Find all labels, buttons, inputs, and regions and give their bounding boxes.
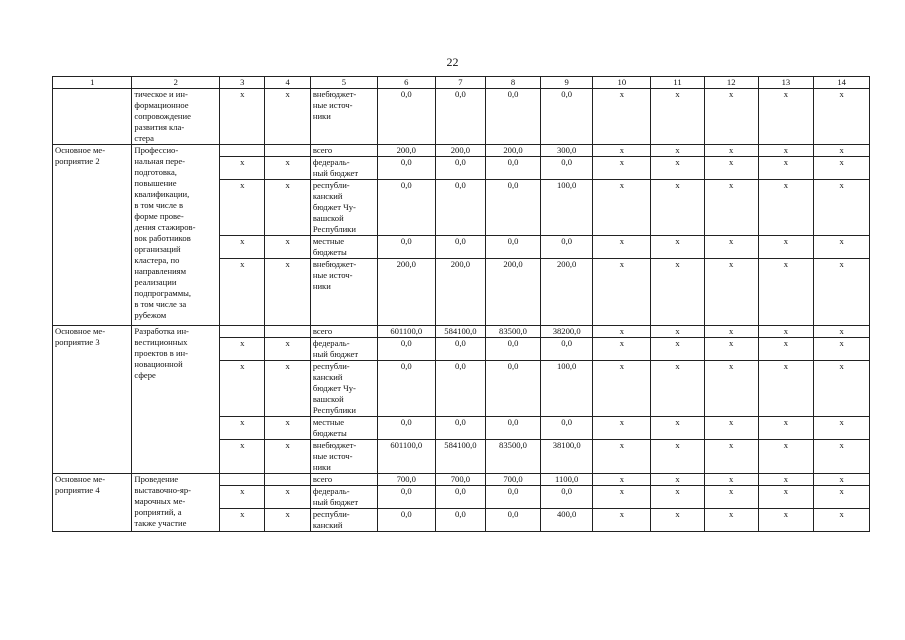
value-cell: 0,0 [486, 509, 541, 532]
x-cell: х [704, 509, 758, 532]
col-header: 2 [132, 77, 220, 89]
x-cell: х [814, 326, 870, 338]
x-cell: х [593, 474, 651, 486]
activity-title: тическое и ин- формационное сопровождение развития кла- стера [132, 89, 220, 145]
col-header: 1 [53, 77, 132, 89]
value-cell: 0,0 [486, 486, 541, 509]
code-cell: х [220, 440, 265, 474]
value-cell: 0,0 [540, 157, 593, 180]
activity-name: Основное ме- роприятие 4 [53, 474, 132, 532]
x-cell: х [814, 145, 870, 157]
value-cell: 0,0 [435, 509, 486, 532]
x-cell: х [651, 417, 705, 440]
code-cell: х [265, 440, 310, 474]
x-cell: х [814, 486, 870, 509]
funding-source: федераль- ный бюджет [310, 486, 377, 509]
x-cell: х [593, 440, 651, 474]
value-cell: 0,0 [540, 417, 593, 440]
value-cell: 100,0 [540, 180, 593, 236]
value-cell: 700,0 [486, 474, 541, 486]
code-cell [265, 145, 310, 157]
value-cell: 83500,0 [486, 440, 541, 474]
value-cell: 0,0 [486, 89, 541, 145]
activity-name: Основное ме- роприятие 2 [53, 145, 132, 326]
code-cell: х [265, 259, 310, 326]
value-cell: 0,0 [377, 509, 435, 532]
code-cell: х [220, 417, 265, 440]
value-cell: 0,0 [435, 180, 486, 236]
x-cell: х [593, 509, 651, 532]
x-cell: х [651, 338, 705, 361]
value-cell: 38200,0 [540, 326, 593, 338]
x-cell: х [814, 361, 870, 417]
x-cell: х [814, 89, 870, 145]
x-cell: х [758, 440, 814, 474]
activity-name [53, 89, 132, 145]
code-cell [265, 326, 310, 338]
value-cell: 100,0 [540, 361, 593, 417]
x-cell: х [593, 417, 651, 440]
value-cell: 0,0 [435, 417, 486, 440]
code-cell: х [265, 180, 310, 236]
col-header: 3 [220, 77, 265, 89]
x-cell: х [758, 157, 814, 180]
code-cell: х [265, 338, 310, 361]
code-cell: х [220, 157, 265, 180]
value-cell: 200,0 [377, 259, 435, 326]
value-cell: 38100,0 [540, 440, 593, 474]
value-cell: 0,0 [540, 236, 593, 259]
value-cell: 0,0 [486, 338, 541, 361]
x-cell: х [814, 474, 870, 486]
col-header: 14 [814, 77, 870, 89]
value-cell: 0,0 [435, 157, 486, 180]
value-cell: 0,0 [435, 361, 486, 417]
value-cell: 200,0 [435, 259, 486, 326]
code-cell: х [220, 486, 265, 509]
x-cell: х [814, 180, 870, 236]
funding-source: республи- канский [310, 509, 377, 532]
x-cell: х [704, 338, 758, 361]
code-cell [265, 474, 310, 486]
funding-source: республи- канский бюджет Чу- вашской Республики [310, 180, 377, 236]
code-cell: х [265, 361, 310, 417]
x-cell: х [704, 259, 758, 326]
x-cell: х [814, 259, 870, 326]
col-header: 9 [540, 77, 593, 89]
value-cell: 0,0 [435, 89, 486, 145]
value-cell: 0,0 [540, 486, 593, 509]
x-cell: х [704, 180, 758, 236]
value-cell: 0,0 [486, 157, 541, 180]
code-cell [220, 474, 265, 486]
col-header: 12 [704, 77, 758, 89]
activity-name: Основное ме- роприятие 3 [53, 326, 132, 474]
code-cell: х [220, 509, 265, 532]
x-cell: х [814, 509, 870, 532]
x-cell: х [758, 509, 814, 532]
x-cell: х [758, 89, 814, 145]
funding-source: федераль- ный бюджет [310, 338, 377, 361]
value-cell: 0,0 [377, 486, 435, 509]
x-cell: х [651, 440, 705, 474]
value-cell: 0,0 [540, 89, 593, 145]
code-cell: х [220, 236, 265, 259]
code-cell [220, 145, 265, 157]
value-cell: 0,0 [377, 180, 435, 236]
code-cell: х [265, 417, 310, 440]
x-cell: х [704, 440, 758, 474]
value-cell: 601100,0 [377, 440, 435, 474]
value-cell: 200,0 [377, 145, 435, 157]
x-cell: х [593, 338, 651, 361]
funding-source: местные бюджеты [310, 236, 377, 259]
x-cell: х [704, 89, 758, 145]
x-cell: х [651, 486, 705, 509]
x-cell: х [651, 509, 705, 532]
value-cell: 0,0 [377, 338, 435, 361]
x-cell: х [814, 236, 870, 259]
value-cell: 601100,0 [377, 326, 435, 338]
value-cell: 200,0 [486, 145, 541, 157]
code-cell: х [220, 338, 265, 361]
x-cell: х [758, 236, 814, 259]
table-row [53, 326, 870, 338]
activity-title: Разработка ин- вестиционных проектов в ин- новационной сфере [132, 326, 220, 474]
code-cell [220, 326, 265, 338]
activity-title: Профессио- нальная пере- подготовка, повышение квалификации, в том числе в форме прове- дения стажиров- вок работников организаций кластера, по направлениям реализации подпрограммы, в том числе за рубежом [132, 145, 220, 326]
value-cell: 0,0 [486, 236, 541, 259]
col-header: 8 [486, 77, 541, 89]
value-cell: 0,0 [435, 236, 486, 259]
funding-source: республи- канский бюджет Чу- вашской Республики [310, 361, 377, 417]
x-cell: х [704, 326, 758, 338]
x-cell: х [593, 361, 651, 417]
x-cell: х [704, 157, 758, 180]
col-header: 5 [310, 77, 377, 89]
funding-source: федераль- ный бюджет [310, 157, 377, 180]
code-cell: х [265, 236, 310, 259]
x-cell: х [704, 474, 758, 486]
x-cell: х [758, 145, 814, 157]
x-cell: х [704, 486, 758, 509]
x-cell: х [593, 259, 651, 326]
table-row [53, 145, 870, 157]
funding-source: всего [310, 145, 377, 157]
page-number: 22 [446, 55, 459, 69]
value-cell: 83500,0 [486, 326, 541, 338]
x-cell: х [814, 157, 870, 180]
x-cell: х [814, 440, 870, 474]
x-cell: х [651, 259, 705, 326]
code-cell: х [220, 89, 265, 145]
funding-source: всего [310, 326, 377, 338]
x-cell: х [758, 259, 814, 326]
x-cell: х [593, 486, 651, 509]
x-cell: х [651, 236, 705, 259]
value-cell: 0,0 [377, 417, 435, 440]
value-cell: 0,0 [435, 338, 486, 361]
value-cell: 700,0 [377, 474, 435, 486]
x-cell: х [593, 157, 651, 180]
value-cell: 300,0 [540, 145, 593, 157]
value-cell: 0,0 [435, 486, 486, 509]
budget-table [52, 76, 870, 532]
x-cell: х [651, 180, 705, 236]
x-cell: х [758, 338, 814, 361]
x-cell: х [704, 145, 758, 157]
x-cell: х [651, 361, 705, 417]
value-cell: 584100,0 [435, 326, 486, 338]
value-cell: 0,0 [486, 180, 541, 236]
x-cell: х [593, 89, 651, 145]
value-cell: 200,0 [540, 259, 593, 326]
code-cell: х [220, 180, 265, 236]
table-row [53, 89, 870, 145]
x-cell: х [758, 486, 814, 509]
funding-source: внебюджет- ные источ- ники [310, 440, 377, 474]
value-cell: 0,0 [540, 338, 593, 361]
col-header: 4 [265, 77, 310, 89]
x-cell: х [814, 417, 870, 440]
x-cell: х [758, 326, 814, 338]
x-cell: х [758, 417, 814, 440]
x-cell: х [758, 180, 814, 236]
value-cell: 0,0 [377, 361, 435, 417]
col-header: 13 [758, 77, 814, 89]
value-cell: 700,0 [435, 474, 486, 486]
x-cell: х [704, 417, 758, 440]
value-cell: 0,0 [377, 236, 435, 259]
value-cell: 0,0 [377, 157, 435, 180]
value-cell: 1100,0 [540, 474, 593, 486]
code-cell: х [220, 361, 265, 417]
x-cell: х [593, 180, 651, 236]
x-cell: х [593, 145, 651, 157]
value-cell: 584100,0 [435, 440, 486, 474]
funding-source: всего [310, 474, 377, 486]
value-cell: 200,0 [486, 259, 541, 326]
x-cell: х [651, 145, 705, 157]
col-header: 10 [593, 77, 651, 89]
funding-source: местные бюджеты [310, 417, 377, 440]
col-header: 7 [435, 77, 486, 89]
x-cell: х [651, 474, 705, 486]
x-cell: х [651, 326, 705, 338]
code-cell: х [265, 157, 310, 180]
value-cell: 400,0 [540, 509, 593, 532]
header-row [53, 77, 870, 89]
code-cell: х [265, 89, 310, 145]
x-cell: х [651, 89, 705, 145]
code-cell: х [220, 259, 265, 326]
x-cell: х [704, 236, 758, 259]
value-cell: 0,0 [377, 89, 435, 145]
x-cell: х [704, 361, 758, 417]
funding-source: внебюджет- ные источ- ники [310, 89, 377, 145]
x-cell: х [758, 474, 814, 486]
value-cell: 200,0 [435, 145, 486, 157]
x-cell: х [758, 361, 814, 417]
funding-source: внебюджет- ные источ- ники [310, 259, 377, 326]
x-cell: х [593, 326, 651, 338]
activity-title: Проведение выставочно-яр- марочных ме- роприятий, а также участие [132, 474, 220, 532]
x-cell: х [814, 338, 870, 361]
code-cell: х [265, 509, 310, 532]
value-cell: 0,0 [486, 361, 541, 417]
col-header: 11 [651, 77, 705, 89]
x-cell: х [651, 157, 705, 180]
code-cell: х [265, 486, 310, 509]
value-cell: 0,0 [486, 417, 541, 440]
table-row [53, 474, 870, 486]
x-cell: х [593, 236, 651, 259]
col-header: 6 [377, 77, 435, 89]
